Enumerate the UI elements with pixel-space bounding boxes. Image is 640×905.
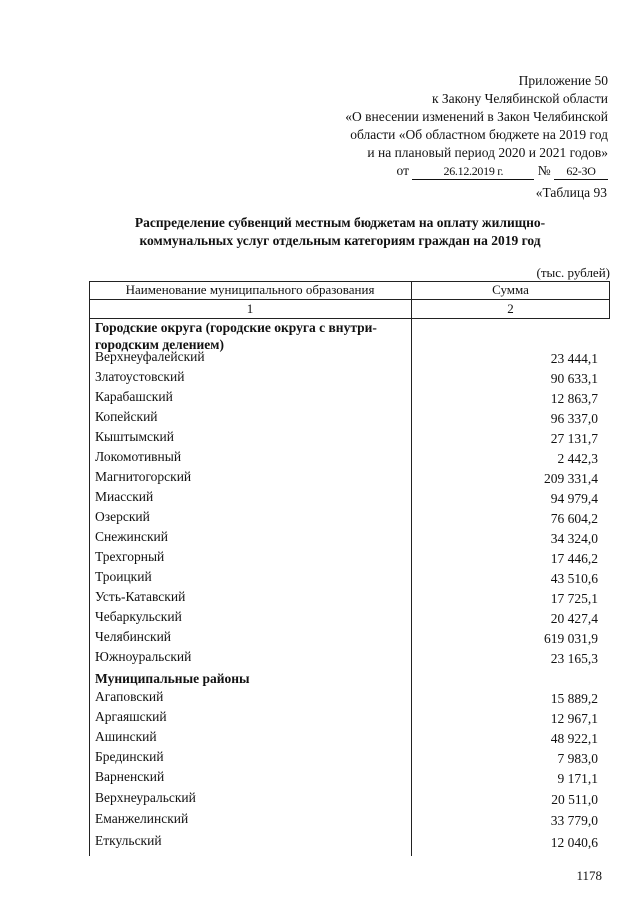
municipality-name: Миасский	[95, 489, 154, 504]
table-row	[89, 769, 610, 789]
header-line: области «Об областном бюджете на 2019 год	[350, 127, 608, 142]
number-label: №	[537, 163, 551, 178]
table-row	[89, 811, 610, 831]
table-row	[89, 709, 610, 729]
law-date-number	[248, 162, 608, 180]
table-row	[89, 790, 610, 810]
ot-label: от	[396, 163, 409, 178]
column-number-2: 2	[507, 301, 514, 316]
header-line: «О внесении изменений в Закон Челябинской	[345, 109, 608, 124]
municipality-name: Варненский	[95, 769, 165, 784]
table-row	[89, 449, 610, 469]
municipality-name: Агаповский	[95, 689, 164, 704]
table-label: «Таблица 93	[535, 185, 607, 200]
municipality-name: Озерский	[95, 509, 150, 524]
subvention-amount: 76 604,2	[550, 511, 598, 526]
municipality-name: Еткульский	[95, 833, 162, 848]
subvention-amount: 23 444,1	[550, 351, 598, 366]
subvention-amount: 96 337,0	[550, 411, 598, 426]
table-row	[89, 689, 610, 709]
table-row	[89, 469, 610, 489]
subvention-amount: 90 633,1	[550, 371, 598, 386]
subvention-amount: 17 446,2	[550, 551, 598, 566]
municipality-name: Кыштымский	[95, 429, 174, 444]
table-border	[89, 299, 610, 300]
subvention-amount: 48 922,1	[550, 731, 598, 746]
law-number: 62-ЗО	[554, 164, 608, 180]
document-title	[100, 214, 580, 250]
column-header-sum: Сумма	[492, 282, 529, 297]
header-line: Приложение 50	[518, 73, 608, 88]
table-row	[89, 649, 610, 669]
subvention-amount: 12 040,6	[550, 835, 598, 850]
table-row	[89, 509, 610, 529]
column-header-name: Наименование муниципального образования	[125, 282, 375, 297]
municipality-name: Трехгорный	[95, 549, 165, 564]
subvention-amount: 20 511,0	[551, 792, 598, 807]
subvention-amount: 619 031,9	[544, 631, 598, 646]
table-row	[89, 609, 610, 629]
municipality-name: Еманжелинский	[95, 811, 189, 826]
table-row	[89, 529, 610, 549]
subvention-amount: 9 171,1	[557, 771, 598, 786]
section-title: Муниципальные районы	[95, 671, 250, 686]
municipality-name: Карабашский	[95, 389, 173, 404]
table-row	[89, 749, 610, 769]
subvention-amount: 43 510,6	[550, 571, 598, 586]
municipality-name: Усть-Катавский	[95, 589, 186, 604]
municipality-name: Магнитогорский	[95, 469, 192, 484]
subvention-amount: 2 442,3	[557, 451, 598, 466]
table-row	[89, 589, 610, 609]
table-row	[89, 569, 610, 589]
title-line: коммунальных услуг отдельным категориям граждан на 2019 год	[139, 233, 541, 248]
table-row	[89, 429, 610, 449]
municipality-name: Челябинский	[95, 629, 172, 644]
subvention-amount: 33 779,0	[550, 813, 598, 828]
subvention-amount: 209 331,4	[544, 471, 598, 486]
table-row	[89, 729, 610, 749]
subvention-amount: 15 889,2	[550, 691, 598, 706]
subvention-table	[89, 281, 610, 856]
municipality-name: Верхнеуральский	[95, 790, 196, 805]
subvention-amount: 7 983,0	[557, 751, 598, 766]
subvention-amount: 17 725,1	[550, 591, 598, 606]
subvention-amount: 23 165,3	[550, 651, 598, 666]
header-line: к Закону Челябинской области	[431, 91, 608, 106]
subvention-amount: 12 863,7	[550, 391, 598, 406]
municipality-name: Верхнеуфалейский	[95, 349, 205, 364]
municipality-name: Ашинский	[95, 729, 157, 744]
units-note: (тыс. рублей)	[536, 265, 610, 280]
page-number: 1178	[576, 868, 602, 883]
law-date: 26.12.2019 г.	[412, 164, 534, 180]
subvention-amount: 20 427,4	[550, 611, 598, 626]
municipality-name: Златоустовский	[95, 369, 185, 384]
municipality-name: Копейский	[95, 409, 158, 424]
municipality-name: Снежинский	[95, 529, 168, 544]
column-number-1: 1	[246, 301, 254, 316]
header-line: и на плановый период 2020 и 2021 годов»	[367, 145, 608, 160]
subvention-amount: 27 131,7	[550, 431, 598, 446]
municipality-name: Чебаркульский	[95, 609, 182, 624]
table-row	[89, 833, 610, 853]
municipality-name: Локомотивный	[95, 449, 182, 464]
municipality-name: Аргаяшский	[95, 709, 167, 724]
municipality-name: Южноуральский	[95, 649, 192, 664]
table-row	[89, 629, 610, 649]
table-row	[89, 489, 610, 509]
table-row	[89, 349, 610, 369]
subvention-amount: 12 967,1	[550, 711, 598, 726]
municipality-name: Троицкий	[95, 569, 152, 584]
table-row	[89, 389, 610, 409]
subvention-amount: 94 979,4	[550, 491, 598, 506]
section-title: Городские округа (городские округа с внутри- городским делением)	[95, 320, 377, 352]
table-row	[89, 369, 610, 389]
table-row	[89, 549, 610, 569]
table-row	[89, 409, 610, 429]
municipality-name: Брединский	[95, 749, 164, 764]
appendix-header	[248, 72, 608, 180]
title-line: Распределение субвенций местным бюджетам на оплату жилищно-	[134, 215, 546, 230]
subvention-amount: 34 324,0	[550, 531, 598, 546]
